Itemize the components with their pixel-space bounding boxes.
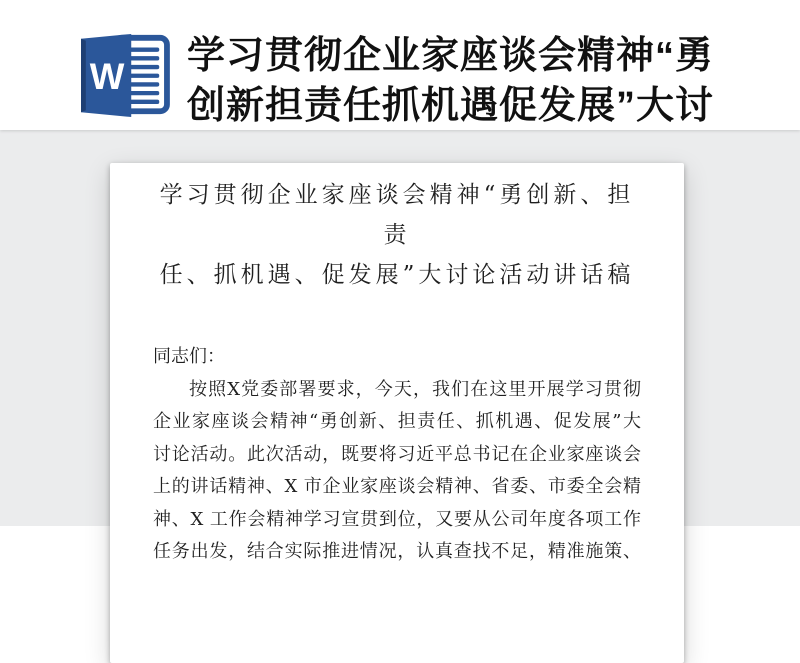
document-preview-area[interactable] [0,130,800,562]
word-icon-letter: W [89,56,125,98]
doc-body-line: 上的讲话精神、X 市企业家座谈会精神、省委、市委全会精 [153,476,641,497]
page-title-line-1: 学习贯彻企业家座谈会精神“勇 [187,35,715,77]
document-title-line-2: 任、抓机遇、促发展”大讨论活动讲话稿 [159,262,635,288]
document-title [153,175,641,295]
page-title [187,31,792,131]
document-page [110,163,684,663]
doc-body-line: 企业家座谈会精神“勇创新、担责任、抓机遇、促发展”大 [153,411,641,432]
doc-body-line: 讨论活动。此次活动，既要将习近平总书记在企业家座谈会 [153,443,641,465]
doc-body-line: 任务出发，结合实际推进情况，认真查找不足，精准施策、 [153,541,641,562]
page-title-line-2: 创新担责任抓机遇促发展”大讨 [187,85,715,127]
document-body [153,374,641,569]
word-icon-fold [81,39,86,112]
document-title-line-1: 学习贯彻企业家座谈会精神“勇创新、担责 [159,182,635,248]
word-file-icon [75,33,172,118]
doc-body-line: 按照X党委部署要求，今天，我们在这里开展学习贯彻 [189,378,641,400]
doc-body-line: 神、X 工作会精神学习宣贯到位，又要从公司年度各项工作 [153,508,641,530]
salutation: 同志们： [153,346,225,367]
header [0,0,800,130]
